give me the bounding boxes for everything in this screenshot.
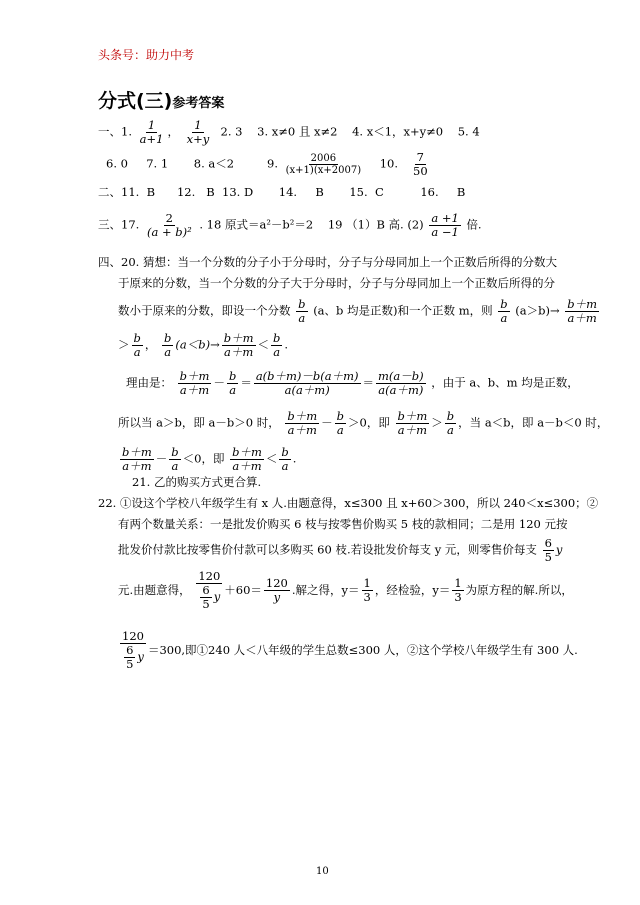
answer-line-section-3 <box>98 212 482 239</box>
answer-line-2 <box>106 151 432 178</box>
answer-2: 2. 3 <box>220 124 243 139</box>
text: 批发价付款比按零售价付款可以多购买 60 枝.若设批发价每支 y 元，则零售价每支 <box>118 542 537 557</box>
answer-4: 4. x＜1，x+y≠0 <box>352 124 444 139</box>
header-text: 头条号：助力中考 <box>98 48 195 62</box>
text: 数小于原来的分数，即设一个分数 <box>118 303 291 318</box>
fraction: $\frac{b}{a}$ <box>281 445 289 474</box>
fraction: $\frac{b}{a}$ <box>500 297 508 326</box>
fraction: $\frac{1}{a+1}$ <box>139 118 164 147</box>
page-number: 10 <box>316 866 329 877</box>
para-22-line-5 <box>118 630 578 672</box>
answer-3: 3. x≠0 且 x≠2 <box>257 124 338 139</box>
text: .解之得，y＝ <box>291 582 360 597</box>
title-suffix: 参考答案 <box>172 96 225 111</box>
text: (a＞b)→ <box>515 303 560 318</box>
fraction: 120 $\frac{6}{5}$ y <box>122 629 144 672</box>
fraction: 120 $\frac{6}{5}$ y <box>198 569 221 612</box>
answer-9: 9. <box>267 156 278 171</box>
fraction: $\frac{b}{a}$ <box>228 369 237 398</box>
answer-7: 7. 1 <box>146 156 169 171</box>
fraction: $\frac{1}{3}$ <box>454 576 462 605</box>
text: ＝300,即①240 人＜八年级的学生总数≤300 人，②这个学校八年级学生有 300 人. <box>147 642 578 657</box>
fraction: $\frac{2}{\text{(a + b)²}}$ <box>146 211 192 240</box>
fraction: $\frac{b+m}{a+m}$ <box>232 445 262 474</box>
fraction: $\frac{2006}{(x+1)(x+2007)}$ <box>285 152 362 177</box>
section-label: 三、17. <box>98 217 140 232</box>
fraction: $\frac{b}{a}$ <box>298 297 306 326</box>
answer-5: 5. 4 <box>457 124 480 139</box>
fraction: $\frac{b+m}{a+m}$ <box>122 445 152 474</box>
answer-6: 6. 0 <box>106 156 128 171</box>
text: ，当 a＜b，即 a－b＜0 时， <box>458 415 609 430</box>
section-label: 一、1. <box>98 124 132 139</box>
answer-21: 21. 乙的购买方式更合算. <box>132 475 262 489</box>
para-20-line-1: 四、20. 猜想：当一个分数的分子小于分母时，分子与分母同加上一个正数后所得的分数大 <box>98 255 557 269</box>
answer-19: 19 （1）B 高. (2) <box>327 217 424 232</box>
answer-18: . 18 原式＝a²－b²＝2 <box>199 217 314 232</box>
fraction: $\frac{b+m}{a+m}$ <box>397 409 428 438</box>
para-20-line-5: 所以当 a＞b，即 a－b＞0 时， $\frac{b+m}{a+m}$ － $\frac{b}{a}$ ＞0，即 $\frac{b+m}{a+m}$ ＞ $\frac{b}{a}$ ，当 a＜b，即 a－b＜0 时， <box>118 409 609 438</box>
para-22-line-1: 22. ①设这个学校八年级学生有 x 人.由题意得，x≤300 且 x+60＞300，所以 240＜x≤300；② <box>98 496 599 510</box>
answer-line-section-2: 二、11. B 12. B 13. D 14. B 15. C 16. B <box>98 185 466 199</box>
text: ＜0，即 <box>182 451 225 466</box>
fraction: $\frac{b+m}{a+m}$ <box>223 331 254 360</box>
para-20-line-3 <box>118 298 601 325</box>
text: ，经检验，y＝ <box>374 582 451 597</box>
answer-10: 10. <box>379 156 399 171</box>
fraction: $\frac{b}{a}$ <box>133 331 141 360</box>
page-title <box>98 86 224 113</box>
text: (a、b 均是正数)和一个正数 m，则 <box>313 303 493 318</box>
fraction: $\frac{b}{a}$ <box>273 331 281 360</box>
fraction: $\frac{120}{y}$ <box>265 576 288 605</box>
text: 为原方程的解.所以， <box>465 582 573 597</box>
fraction: $\frac{a(b+m)-b(a+m)}{a(a+m)}$ <box>255 369 359 398</box>
fraction: $\frac{6}{5}$ <box>544 536 552 565</box>
text: ，由于 a、b、m 均是正数， <box>431 375 579 390</box>
fraction: $\frac{m(a-b)}{a(a+m)}$ <box>378 369 424 398</box>
text: 所以当 a＞b，即 a－b＞0 时， <box>118 415 280 430</box>
para-22-line-2: 有两个数量关系：一是批发价购买 6 枝与按零售价购买 5 枝的款相同；二是用 120 元按 <box>118 517 568 531</box>
answer-line-1: 一、1. $\frac{1}{a+1}$ ， $\frac{1}{x+y}$ 2. 3 3. x≠0 且 x≠2 4. x＜1，x+y≠0 5. 4 <box>98 118 480 147</box>
fraction: $\frac{7}{50}$ <box>413 150 428 179</box>
fraction: $\frac{1}{x+y}$ <box>186 118 210 147</box>
para-20-line-2: 于原来的分数，当一个分数的分子大于分母时，分子与分母同加上一个正数后所得的分 <box>118 276 555 290</box>
fraction: $\frac{b+m}{a+m}$ <box>567 297 598 326</box>
fraction: $\frac{1}{3}$ <box>363 576 371 605</box>
fraction: $\frac{b}{a}$ <box>171 445 179 474</box>
para-22-line-3: 批发价付款比按零售价付款可以多购买 60 枝.若设批发价每支 y 元，则零售价每支 $\frac{6}{5}$ y <box>118 536 563 565</box>
text: 元.由题意得， <box>118 582 191 597</box>
answer-tail: 倍. <box>466 217 482 232</box>
fraction: $\frac{b+m}{a+m}$ <box>179 369 210 398</box>
title-main: 分式(三) <box>98 90 173 112</box>
text: 理由是： <box>126 375 172 390</box>
fraction: $\frac{b}{a}$ <box>164 331 172 360</box>
text: ＞0，即 <box>348 415 390 430</box>
answer-8: 8. a＜2 <box>193 156 235 171</box>
fraction: $\frac{b+m}{a+m}$ <box>287 409 318 438</box>
fraction: $\frac{b}{a}$ <box>336 409 345 438</box>
para-22-line-4: 元.由题意得， 120 $\frac{6}{5}$ y ＋60＝ $\frac{120}{y}$ .解之得，y＝ $\frac{1}{3}$ ，经检验，y＝ $\frac{1}{3}$ 为原方程的解.所以， <box>118 569 573 612</box>
fraction: $\frac{a +1}{a -1}$ <box>431 211 459 240</box>
para-20-reason: 理由是： $\frac{b+m}{a+m}$ － $\frac{b}{a}$ ＝ $\frac{a(b+m)-b(a+m)}{a(a+m)}$ ＝ $\frac{m(a-b)}{a(a+m)}$ ，由于 a、b、m 均是正数， <box>126 369 579 398</box>
para-20-line-4: ＞ $\frac{b}{a}$ ， $\frac{b}{a}$ (a＜b)→ $\frac{b+m}{a+m}$ ＜ $\frac{b}{a}$ . <box>118 331 289 360</box>
para-20-line-6: $\frac{b+m}{a+m}$ － $\frac{b}{a}$ ＜0，即 $\frac{b+m}{a+m}$ ＜ $\frac{b}{a}$ . <box>122 445 297 474</box>
fraction: $\frac{b}{a}$ <box>446 409 455 438</box>
